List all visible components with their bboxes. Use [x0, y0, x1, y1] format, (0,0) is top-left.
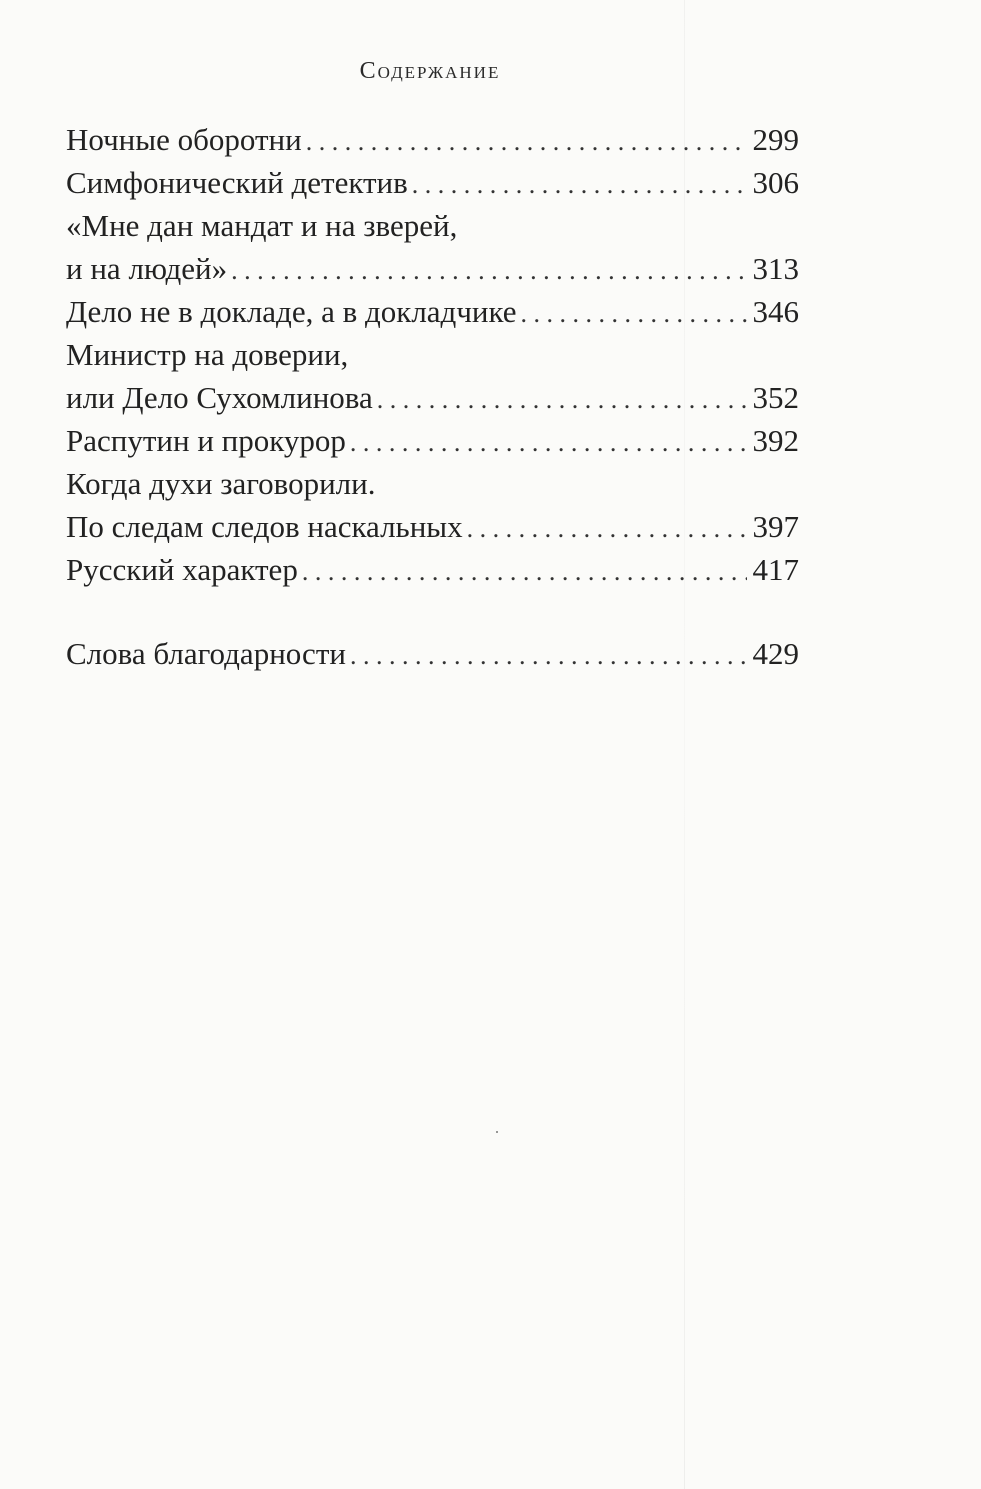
toc-entry — [66, 462, 799, 505]
toc-entry — [66, 333, 799, 376]
toc-entry-title: Дело не в докладе, а в докладчике — [66, 294, 517, 329]
toc-entry-page: 299 — [752, 122, 799, 157]
toc-entry — [66, 118, 799, 161]
toc-entry-page: 352 — [752, 380, 799, 415]
dot-leader — [350, 421, 747, 462]
toc-entry-title: По следам следов наскальных — [66, 509, 463, 544]
toc-entry-title: Слова благодарности — [66, 636, 346, 671]
dot-leader — [521, 292, 747, 333]
toc-entry-page: 429 — [752, 636, 799, 671]
toc-entry-page: 306 — [752, 165, 799, 200]
toc-entry — [66, 290, 799, 333]
section-gap — [66, 591, 799, 632]
dot-leader — [467, 507, 747, 548]
dot-leader — [412, 163, 747, 204]
toc-entry-page: 346 — [752, 294, 799, 329]
dot-leader — [231, 249, 746, 290]
toc-entry-page: 417 — [752, 552, 799, 587]
toc-entry — [66, 419, 799, 462]
toc-entry-title: Русский характер — [66, 552, 298, 587]
dot-leader — [350, 634, 747, 675]
toc-entry-title: Когда духи заговорили. — [66, 466, 376, 501]
toc-entry — [66, 505, 799, 548]
toc-entry-title: «Мне дан мандат и на зверей, — [66, 208, 458, 243]
toc-entry — [66, 204, 799, 247]
dot-leader — [306, 120, 747, 161]
toc-entry-page: 397 — [752, 509, 799, 544]
toc-final-entry — [66, 632, 799, 675]
toc-entry — [66, 376, 799, 419]
toc-entry-page: 313 — [752, 251, 799, 286]
table-of-contents — [66, 118, 799, 675]
dot-leader — [377, 378, 747, 419]
toc-entry-page: 392 — [752, 423, 799, 458]
toc-entry-title: и на людей» — [66, 251, 228, 286]
toc-entry — [66, 161, 799, 204]
print-speck — [496, 1131, 498, 1133]
toc-entry-title: или Дело Сухомлинова — [66, 380, 373, 415]
toc-entry-title: Ночные оборотни — [66, 122, 302, 157]
toc-entry-title: Министр на доверии, — [66, 337, 349, 372]
dot-leader — [302, 550, 747, 591]
contents-heading: Содержание — [359, 58, 501, 84]
toc-entry-title: Распутин и прокурор — [66, 423, 346, 458]
toc-entry-title: Симфонический детектив — [66, 165, 408, 200]
toc-entry — [66, 247, 799, 290]
toc-entry — [66, 548, 799, 591]
